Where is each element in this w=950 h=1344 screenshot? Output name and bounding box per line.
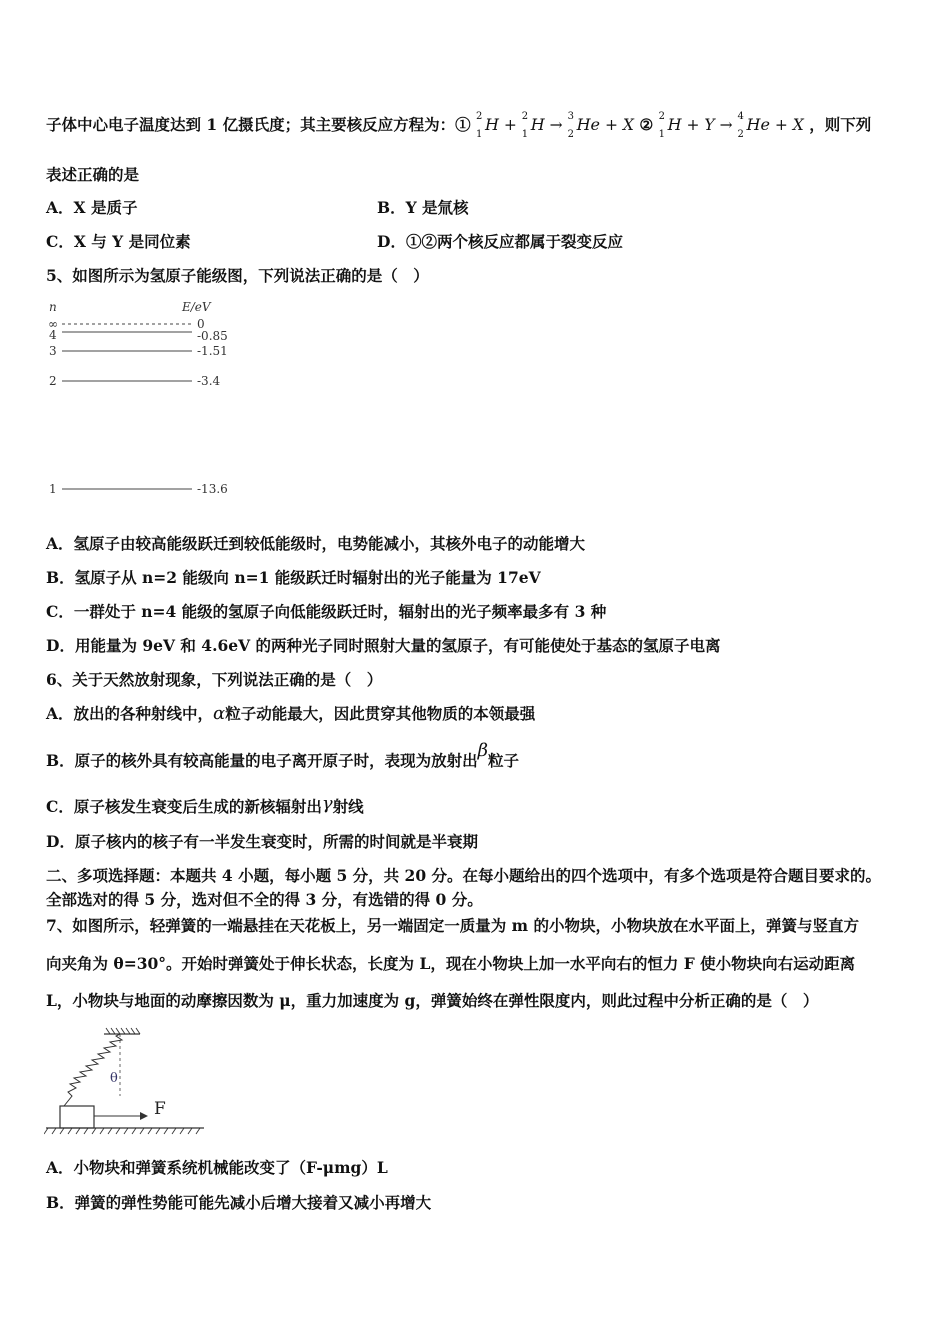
q6-option-c[interactable] bbox=[46, 793, 364, 817]
q4-stem-line2: 表述正确的是 bbox=[46, 165, 140, 184]
energy-axis-label: E/eV bbox=[182, 300, 211, 314]
q4-tail: ，则下列 bbox=[809, 115, 872, 134]
level-e-4: -0.85 bbox=[197, 329, 228, 343]
q5-stem: 5、如图所示为氢原子能级图，下列说法正确的是（ ） bbox=[46, 266, 429, 285]
q7-stem-line1: 7、如图所示，轻弹簧的一端悬挂在天花板上，另一端固定一质量为 m 的小物块，小物块放在水平面上，弹簧与竖直方 bbox=[46, 916, 859, 935]
level-n-1: 1 bbox=[49, 482, 57, 496]
q4-option-a[interactable]: A．X 是质子 bbox=[46, 198, 138, 217]
block bbox=[60, 1106, 94, 1128]
q6-option-a[interactable] bbox=[46, 704, 535, 724]
q6-a-post: 粒子动能最大，因此贯穿其他物质的本领最强 bbox=[225, 704, 536, 723]
q4-equation-2: 2 1 H + Y → 4 2 He + X bbox=[658, 111, 804, 140]
theta-label: θ bbox=[110, 1071, 118, 1086]
level-n-inf: ∞ bbox=[48, 317, 58, 331]
q7-stem-line2: 向夹角为 θ=30°。开始时弹簧处于伸长状态，长度为 L，现在小物块上加一水平向右的恒力 F 使小物块向右运动距离 bbox=[46, 954, 856, 973]
q6-option-b[interactable] bbox=[46, 740, 520, 771]
q7-option-b[interactable]: B．弹簧的弹性势能可能先减小后增大接着又减小再增大 bbox=[46, 1193, 432, 1212]
q6-b-post: 粒子 bbox=[488, 751, 520, 770]
energy-level-diagram bbox=[40, 298, 260, 503]
q6-c-post: 射线 bbox=[332, 797, 364, 816]
level-n-2: 2 bbox=[49, 374, 57, 388]
ceiling-hatching bbox=[106, 1028, 140, 1034]
q6-option-d[interactable]: D．原子核内的核子有一半发生衰变时，所需的时间就是半衰期 bbox=[46, 832, 478, 851]
gamma-symbol: γ bbox=[321, 793, 333, 814]
q7-stem-line3: L，小物块与地面的动摩擦因数为 μ，重力加速度为 g，弹簧始终在弹性限度内，则此过程中分析正确的是（ ） bbox=[46, 991, 819, 1010]
level-e-3: -1.51 bbox=[197, 344, 228, 358]
force-label: F bbox=[154, 1099, 166, 1119]
q6-stem: 6、关于天然放射现象，下列说法正确的是（ ） bbox=[46, 670, 383, 689]
q4-equation-1: 2 1 H + 2 1 H → 3 2 He + X bbox=[476, 111, 634, 140]
q4-intro: 子体中心电子温度达到 1 亿摄氏度；其主要核反应方程为：① bbox=[46, 115, 471, 134]
q5-option-d[interactable]: D．用能量为 9eV 和 4.6eV 的两种光子同时照射大量的氢原子，有可能使处于基态的氢原子电离 bbox=[46, 636, 721, 655]
ground-hatching bbox=[44, 1128, 200, 1134]
level-e-1: -13.6 bbox=[197, 482, 228, 496]
q5-option-c[interactable]: C．一群处于 n=4 能级的氢原子向低能级跃迁时，辐射出的光子频率最多有 3 种 bbox=[46, 602, 607, 621]
q6-c-pre: C．原子核发生衰变后生成的新核辐射出 bbox=[46, 797, 322, 816]
q6-b-pre: B．原子的核外具有较高能量的电子离开原子时，表现为放射出 bbox=[46, 751, 478, 770]
alpha-symbol: α bbox=[213, 703, 226, 724]
q6-a-pre: A．放出的各种射线中， bbox=[46, 704, 214, 723]
q4-option-c[interactable]: C．X 与 Y 是同位素 bbox=[46, 232, 191, 251]
q7-option-a[interactable]: A．小物块和弹簧系统机械能改变了（F-μmg）L bbox=[46, 1158, 388, 1177]
section2-heading-line1: 二、多项选择题：本题共 4 小题，每小题 5 分，共 20 分。在每小题给出的四个选项中，有多个选项是符合题目要求的。 bbox=[46, 866, 882, 885]
q5-option-a[interactable]: A．氢原子由较高能级跃迁到较低能级时，电势能减小，其核外电子的动能增大 bbox=[46, 534, 586, 553]
section2-heading-line2: 全部选对的得 5 分，选对但不全的得 3 分，有选错的得 0 分。 bbox=[46, 890, 483, 909]
q4-circle-2: ② bbox=[639, 115, 654, 134]
spring bbox=[64, 1034, 122, 1106]
spring-block-figure bbox=[44, 1026, 209, 1138]
level-e-inf: 0 bbox=[197, 317, 205, 331]
level-n-3: 3 bbox=[49, 344, 57, 358]
force-arrow-head bbox=[140, 1112, 148, 1120]
level-e-2: -3.4 bbox=[197, 374, 221, 388]
n-axis-label: n bbox=[49, 300, 57, 314]
q4-option-b[interactable]: B．Y 是氚核 bbox=[377, 198, 469, 217]
level-n-4: 4 bbox=[49, 328, 57, 342]
q4-option-d[interactable]: D．①②两个核反应都属于裂变反应 bbox=[377, 232, 623, 251]
q5-option-b[interactable]: B．氢原子从 n=2 能级向 n=1 能级跃迁时辐射出的光子能量为 17eV bbox=[46, 568, 541, 587]
beta-symbol: β bbox=[477, 740, 489, 761]
q4-stem-line1 bbox=[46, 111, 872, 140]
